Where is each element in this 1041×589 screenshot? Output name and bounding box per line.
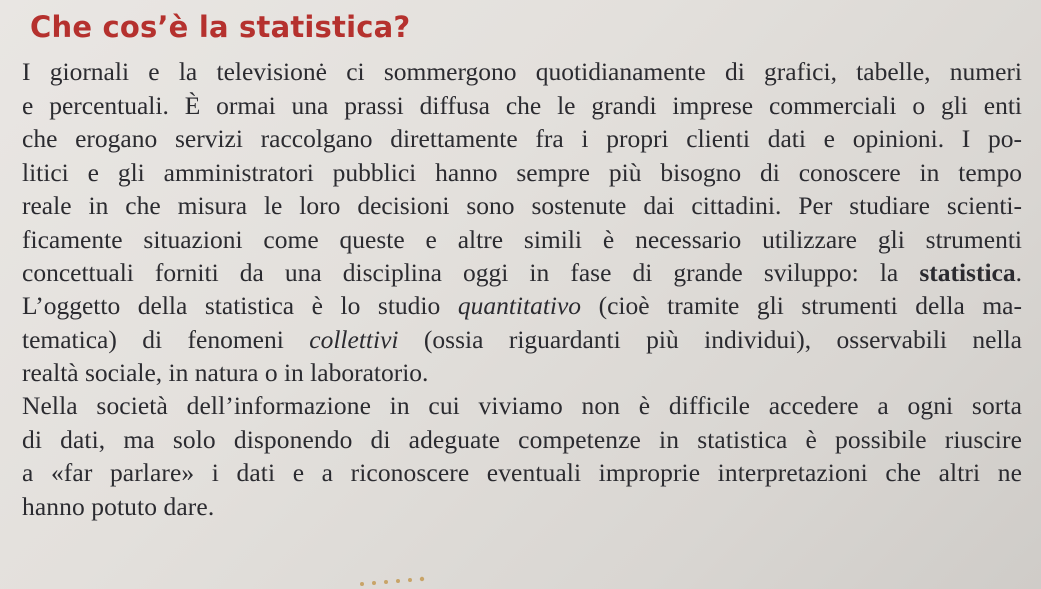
text-line: realtà sociale, in natura o in laboratorio. xyxy=(22,358,429,387)
italic-term-collettivi: collettivi xyxy=(309,324,399,354)
text-line: ficamente situazioni come queste e altre simili è necessario utilizzare gli strumenti xyxy=(22,224,1022,254)
text-line: e percentuali. È ormai una prassi diffusa che le grandi imprese commerciali o gli enti xyxy=(22,90,1022,120)
paragraph-information-society xyxy=(22,389,1022,523)
text-run: (cioè tramite gli strumenti della ma- xyxy=(581,291,1022,320)
text-run: tematica) di fenomeni xyxy=(22,324,310,354)
text-line: reale in che misura le loro decisioni sono sostenute dai cittadini. Per studiare scienti- xyxy=(22,191,1022,220)
text-line: Nella società dell’informazione in cui viviamo non è difficile accedere a ogni sorta xyxy=(22,391,1022,420)
paragraph-intro xyxy=(22,55,1022,290)
italic-term-quantitativo: quantitativo xyxy=(457,291,582,320)
text-line: I giornali e la televisionė ci sommergono quotidianamente di grafici, tabelle, numeri xyxy=(22,57,1022,86)
text-line: litici e gli amministratori pubblici hanno sempre più bisogno di conoscere in tempo xyxy=(22,157,1022,187)
text-line: che erogano servizi raccolgano direttamente fra i propri clienti dati e opinioni. I po- xyxy=(22,124,1022,153)
text-line xyxy=(22,289,1022,323)
text-run: concettuali forniti da una disciplina oggi in fase di grande sviluppo: la xyxy=(22,258,920,287)
bold-term-statistica: statistica xyxy=(919,258,1016,287)
section-title: Che cos’è la statistica? xyxy=(30,10,411,44)
text-line xyxy=(22,323,1022,357)
text-line: di dati, ma solo disponendo di adeguate competenze in statistica è possibile riuscire xyxy=(22,424,1022,454)
text-run: (ossia riguardanti più individui), osservabili nella xyxy=(398,324,1022,354)
text-line: hanno potuto dare. xyxy=(22,491,215,521)
text-run: . xyxy=(1015,258,1022,287)
text-line xyxy=(22,256,1022,290)
paragraph-definition xyxy=(22,289,1022,390)
decorative-dots-ornament xyxy=(300,572,600,586)
text-run: L’oggetto della statistica è lo studio xyxy=(22,291,458,320)
text-line: a «far parlare» i dati e a riconoscere eventuali improprie interpretazioni che altri ne xyxy=(22,458,1022,487)
